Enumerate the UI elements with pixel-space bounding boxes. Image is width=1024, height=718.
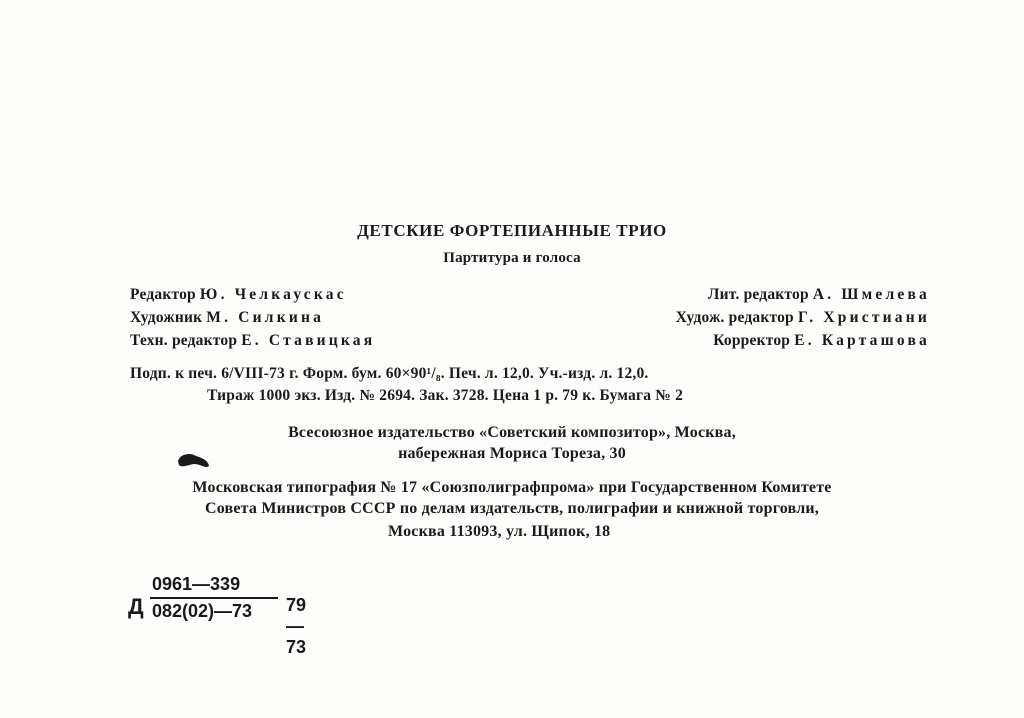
credit-art-editor [676, 309, 930, 327]
credit-lit-editor [708, 286, 930, 304]
printer-line-1: Московская типография № 17 «Союзполиграфпрома» при Государственном Комитете [192, 479, 832, 496]
printer-line-3: Москва 113093, ул. Щипок, 18 [388, 523, 611, 540]
index-code-denominator: 082(02)—73 [152, 601, 253, 621]
credit-role: Корректор [713, 332, 791, 349]
credit-editor [130, 286, 347, 304]
imprint-line-2: Тираж 1000 экз. Изд. № 2694. Зак. 3728. Цена 1 р. 79 к. Бумага № 2 [207, 387, 684, 404]
credit-role: Лит. редактор [707, 286, 809, 303]
credit-artist [130, 309, 324, 327]
credit-name: Е. Карташова [794, 332, 930, 349]
credit-tech-editor [130, 332, 375, 350]
index-code-fraction [150, 574, 278, 622]
index-code-suffix: 79—73 [286, 595, 307, 657]
book-title: ДЕТСКИЕ ФОРТЕПИАННЫЕ ТРИО [357, 221, 667, 240]
credit-role: Редактор [130, 286, 196, 303]
credit-proofreader [713, 332, 930, 350]
credit-name: Е. Ставицкая [241, 332, 376, 349]
credit-name: А. Шмелева [812, 286, 930, 303]
ink-blot-icon [176, 452, 210, 470]
index-code-prefix: Д [128, 594, 144, 619]
credit-name: Г. Христиани [797, 309, 930, 326]
fraction-bar [150, 597, 278, 599]
credit-role: Техн. редактор [130, 332, 238, 349]
credit-role: Художник [130, 309, 203, 326]
credit-name: М. Силкина [206, 309, 325, 326]
book-subtitle: Партитура и голоса [443, 250, 581, 266]
imprint-line-1: Подп. к печ. 6/VIII-73 г. Форм. бум. 60×90¹/₈. Печ. л. 12,0. Уч.-изд. л. 12,0. [130, 365, 649, 382]
credit-name: Ю. Челкаускас [199, 286, 347, 303]
index-code-numerator: 0961—339 [152, 574, 241, 594]
publisher-line-1: Всесоюзное издательство «Советский композитор», Москва, [288, 424, 736, 441]
publisher-line-2: набережная Мориса Тореза, 30 [398, 445, 626, 462]
printer-line-2: Совета Министров СССР по делам издательств, полиграфии и книжной торговли, [204, 500, 819, 517]
credit-role: Худож. редактор [675, 309, 794, 326]
